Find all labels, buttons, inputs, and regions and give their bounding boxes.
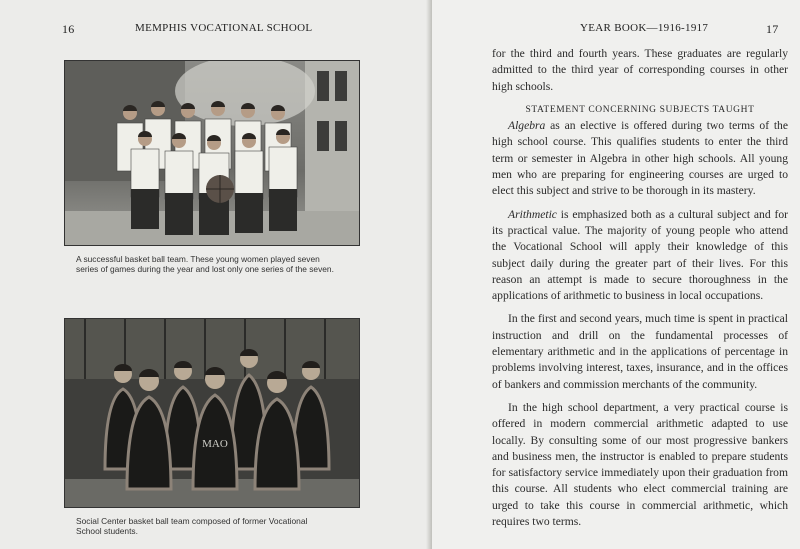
algebra-term: Algebra bbox=[508, 119, 546, 133]
arithmetic-paragraph bbox=[492, 207, 788, 305]
caption-line: A successful basket ball team. These young women played seven bbox=[76, 254, 320, 264]
algebra-paragraph bbox=[492, 118, 788, 199]
intro-paragraph: for the third and fourth years. These graduates are regularly admitted to the third year of corresponding courses in other high schools. bbox=[492, 47, 788, 93]
womens-team-caption bbox=[76, 254, 334, 274]
first-second-years-paragraph: In the first and second years, much time is spent in practical instruction and drill on the fundamental processes of elementary arithmetic and in the applications of percentage in problems involving interest, taxes, insurance, and in the offices of bankers and commission merchants of the community. bbox=[492, 312, 788, 391]
jersey-lettering: MAO bbox=[202, 438, 228, 450]
algebra-text: as an elective is offered during two terms of the high school course. This qualifies students to enter the third term or semester in Algebra in other high schools. All young men who are preparing for engineering courses are urged to elect this subject and strive to be thorough in its mastery. bbox=[492, 119, 788, 198]
left-page-number: 16 bbox=[62, 22, 75, 36]
arithmetic-text: is emphasized both as a cultural subject and for its practical value. The majority of young people who attend the Vocational School will apply their knowledge of this subject daily during the greater part of their lives. For this reason an attempt is made to secure thoroughness in the applications of arithmetic to business in local occupations. bbox=[492, 207, 788, 303]
mens-team-photo bbox=[64, 318, 360, 508]
body-text bbox=[492, 46, 788, 537]
high-school-paragraph: In the high school department, a very practical course is offered in modern commercial arithmetic adapted to use locally. By consulting some of our most progressive bankers and business men, the instructor is enabled to prepare students for satisfactory service immediately upon their graduation from this course. All students who elect commercial training are urged to take this course in commercial arithmetic, which requires two terms. bbox=[492, 400, 788, 529]
caption-line: Social Center basket ball team composed of former Vocational bbox=[76, 516, 308, 526]
mens-team-caption bbox=[76, 516, 307, 536]
section-title: STATEMENT CONCERNING SUBJECTS TAUGHT bbox=[525, 104, 755, 115]
womens-team-photo bbox=[64, 60, 360, 246]
arithmetic-term: Arithmetic bbox=[508, 207, 557, 221]
left-running-head: MEMPHIS VOCATIONAL SCHOOL bbox=[135, 22, 313, 34]
caption-line: series of games during the year and lost only one series of the seven. bbox=[76, 264, 334, 274]
right-page-number: 17 bbox=[766, 22, 779, 36]
caption-line: School students. bbox=[76, 526, 138, 536]
right-page bbox=[432, 0, 800, 549]
right-running-head: YEAR BOOK—1916-1917 bbox=[580, 22, 709, 34]
